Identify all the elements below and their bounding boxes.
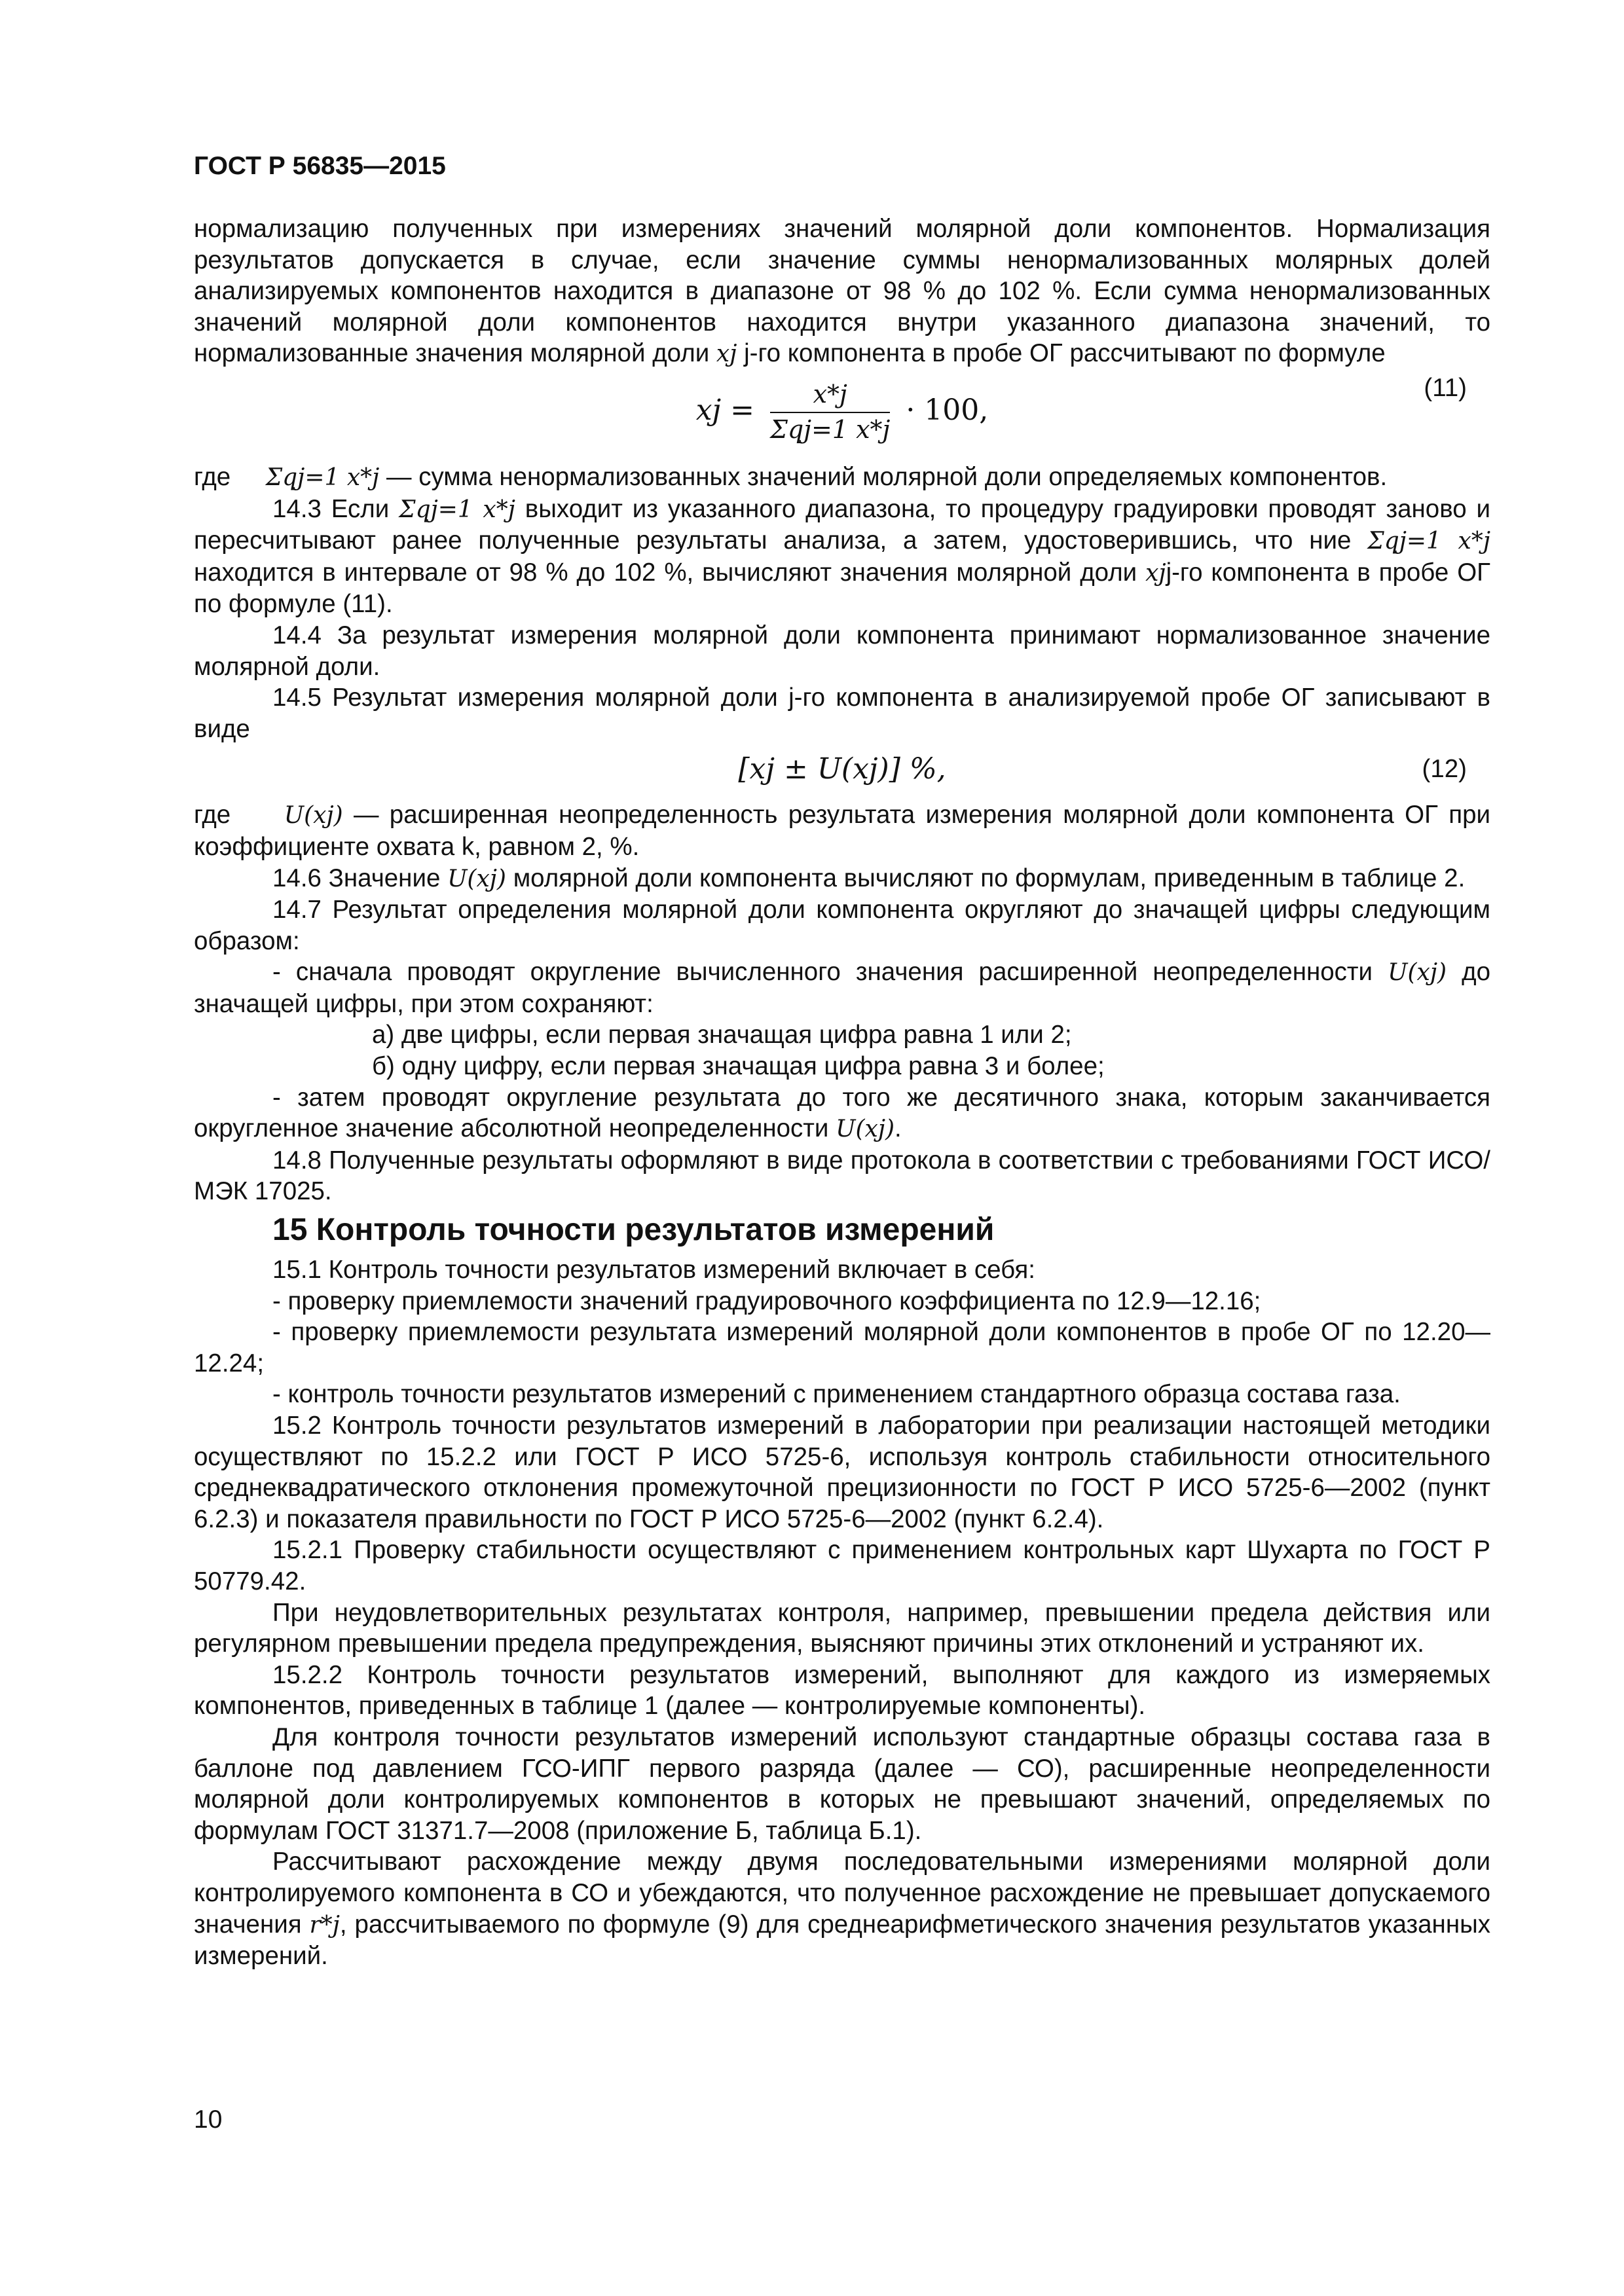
math-xj: xj — [1145, 559, 1166, 587]
fraction-numerator: x*j — [770, 379, 890, 413]
math-uxj: U(xj) — [1388, 959, 1447, 987]
paragraph-14-6: 14.6 Значение U(xj) молярной доли компонента вычисляют по формулам, приведенным в таблице 2. — [272, 864, 1466, 892]
formula-11: xj = $\frac{x*j}{\text{Σqj=1 x*j}}$ · 100, — [194, 379, 1490, 445]
paragraph: Для контроля точности результатов измерений используют стандартные образцы состава газа в баллоне под давлением ГСО-ИПГ первого разряда (далее — СО), расширенные неопределенности молярной доли контролируемых компонентов в которых не превышают значений, определяемых по формулам ГОСТ 31371.7—2008 (приложение Б, таблица Б.1). — [194, 1722, 1490, 1845]
equation-number: (12) — [1422, 755, 1467, 784]
math-uxj: U(xj) — [284, 802, 343, 829]
paragraph-14-4: 14.4 За результат измерения молярной доли компонента принимают нормализованное значение молярной доли. — [194, 621, 1490, 681]
paragraph: При неудовлетворительных результатах контроля, например, превышении предела действия или регулярном превышении предела предупреждения, выясняют причины этих отклонений и устраняют их. — [194, 1598, 1490, 1658]
list-item: - контроль точности результатов измерений с применением стандартного образца состава газа. — [272, 1380, 1401, 1409]
math-uxj: U(xj) — [447, 865, 506, 892]
formula-12: [xj ± U(xj)] %, — [738, 752, 946, 786]
math-sum: Σqj=1 x*j — [1367, 528, 1490, 555]
list-item: - сначала проводят округление вычисленного значения расширенной неопределенности U(xj) до значащей цифры, при этом сохраняют: — [194, 958, 1490, 1018]
paragraph-15-1: 15.1 Контроль точности результатов измерений включает в себя: — [272, 1256, 1035, 1285]
section-heading: 15 Контроль точности результатов измерений — [272, 1212, 995, 1248]
where-clause: где Σqj=1 x*j — сумма ненормализованных значений молярной доли определяемых компонентов. — [194, 462, 1388, 491]
fraction — [770, 379, 890, 445]
paragraph-14-3: 14.3 Если Σqj=1 x*j выходит из указанного диапазона, то процедуру градуировки проводят заново и пересчитывают ранее полученные результаты анализа, а затем, удостоверившись, что ние Σqj=1 x*j находится в интервале от 98 % до 102 %, вычисляют значения молярной доли xjj-го компонента в пробе ОГ по формуле (11). — [194, 494, 1490, 619]
where-clause: где U(xj) — расширенная неопределенность результата измерения молярной доли компонента ОГ при коэффициенте охвата k, равном 2, %. — [194, 801, 1491, 861]
equation-11 — [194, 370, 1490, 462]
paragraph-14-7: 14.7 Результат определения молярной доли компонента округляют до значащей цифры следующим образом: — [194, 896, 1490, 955]
paragraph-14-5: 14.5 Результат измерения молярной доли j-го компонента в анализируемой пробе ОГ записывают в виде — [194, 683, 1490, 743]
paragraph-15-2: 15.2 Контроль точности результатов измерений в лаборатории при реализации настоящей методики осуществляют по 15.2.2 или ГОСТ Р ИСО 5725-6, используя контроль стабильности относительного среднеквадратического отклонения промежуточной прецизионности по ГОСТ Р ИСО 5725-6—2002 (пункт 6.2.3) и показателя правильности по ГОСТ Р ИСО 5725-6—2002 (пункт 6.2.4). — [194, 1412, 1490, 1533]
math-rj: r*j — [309, 1911, 340, 1939]
list-item: - проверку приемлемости значений градуировочного коэффициента по 12.9—12.16; — [272, 1286, 1261, 1315]
list-item: - затем проводят округление результата до того же десятичного знака, которым заканчивается округленное значение абсолютной неопределенности U(xj). — [194, 1083, 1490, 1143]
math-uxj: U(xj) — [836, 1116, 895, 1143]
paragraph-15-2-2: 15.2.2 Контроль точности результатов измерений, выполняют для каждого из измеряемых компонентов, приведенных в таблице 1 (далее — контролируемые компоненты). — [194, 1660, 1490, 1721]
equation-number: (11) — [1424, 373, 1467, 402]
page-number: 10 — [194, 2105, 223, 2134]
math-xj: xj — [716, 340, 737, 368]
math-sum: Σqj=1 x*j — [399, 496, 515, 523]
list-item: - проверку приемлемости результата измерений молярной доли компонентов в пробе ОГ по 12.20—12.24; — [194, 1318, 1490, 1377]
paragraph-14-8: 14.8 Полученные результаты оформляют в виде протокола в соответствии с требованиями ГОСТ ИСО/МЭК 17025. — [194, 1146, 1490, 1206]
equation-12 — [194, 744, 1490, 799]
math-sum: Σqj=1 x*j — [265, 464, 380, 491]
page-header-standard: ГОСТ Р 56835—2015 — [194, 152, 446, 180]
paragraph-15-2-1: 15.2.1 Проверку стабильности осуществляют с применением контрольных карт Шухарта по ГОСТ Р 50779.42. — [194, 1536, 1490, 1595]
list-item: б) одну цифру, если первая значащая цифра равна 3 и более; — [372, 1052, 1105, 1081]
document-body — [194, 213, 1490, 1972]
paragraph: нормализацию полученных при измерениях значений молярной доли компонентов. Нормализация результатов допускается в случае, если значение суммы ненормализованных молярных долей анализируемых компонентов находится в диапазоне от 98 % до 102 %. Если сумма ненормализованных значений молярной доли компонентов находится внутри указанного диапазона значений, то нормализованные значения молярной доли xj j-го компонента в пробе ОГ рассчитывают по формуле — [194, 215, 1490, 368]
paragraph: Рассчитывают расхождение между двумя последовательными измерениями молярной доли контролируемого компонента в СО и убеждаются, что полученное расхождение не превышает допускаемого значения r*j, рассчитываемого по формуле (9) для среднеарифметического значения результатов указанных измерений. — [194, 1848, 1491, 1971]
list-item: а) две цифры, если первая значащая цифра равна 1 или 2; — [372, 1021, 1072, 1049]
fraction-denominator: Σqj=1 x*j — [770, 414, 891, 444]
